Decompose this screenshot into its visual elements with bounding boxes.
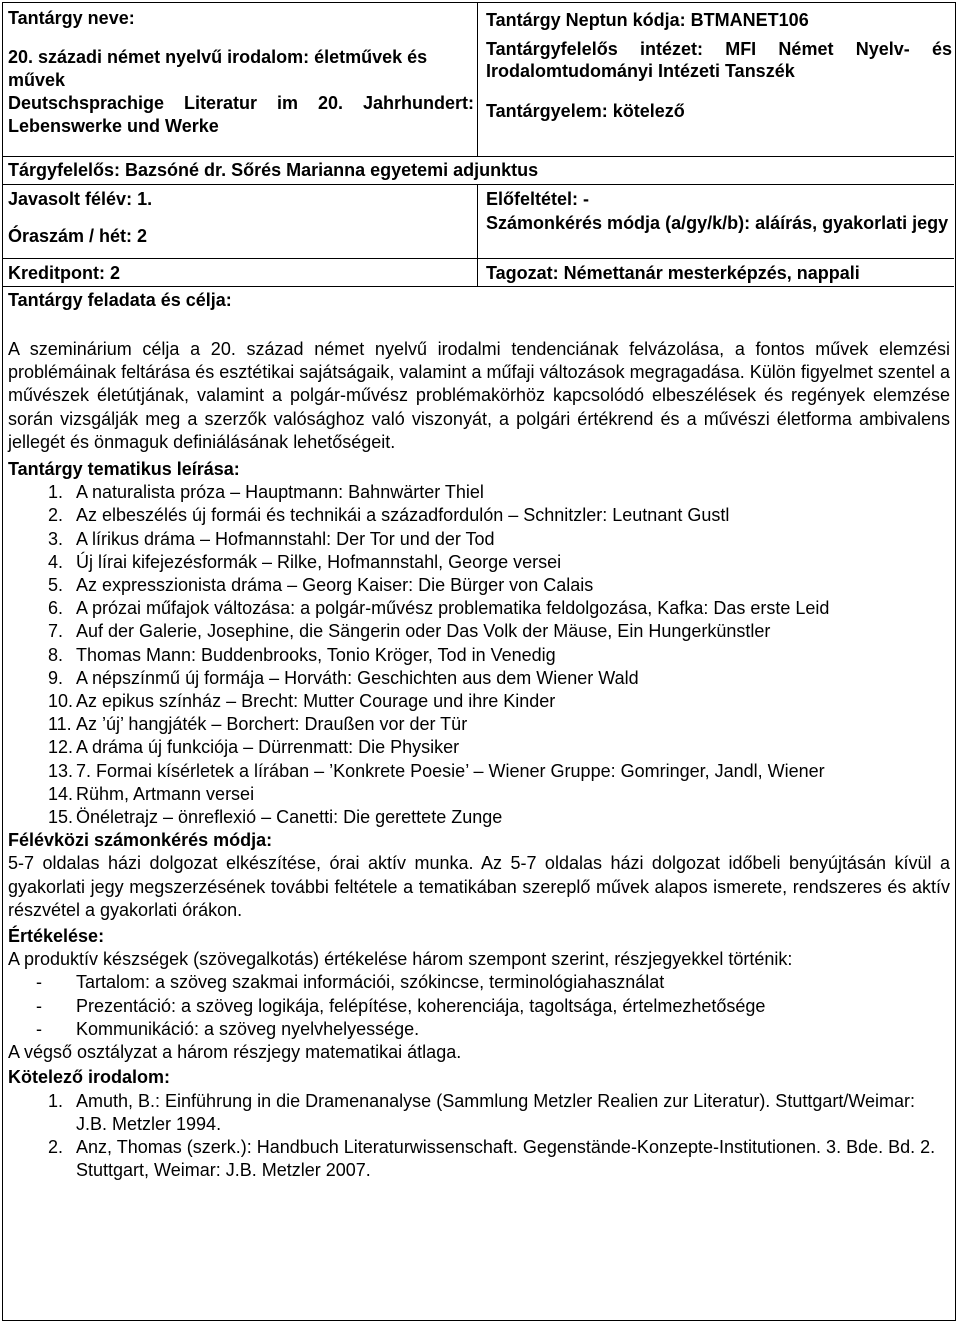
responsible-person: Tárgyfelelős: Bazsóné dr. Sőrés Marianna egyetemi adjunktus (8, 160, 539, 180)
course-element: Tantárgyelem: kötelező (486, 101, 685, 121)
literature-item (8, 1090, 950, 1136)
goal-label: Tantárgy feladata és célja: (8, 290, 232, 310)
criterion-item-text: Kommunikáció: a szöveg nyelvhelyessége. (76, 1018, 420, 1039)
topic-item-text: A népszínmű új formája – Horváth: Geschichten aus dem Wiener Wald (76, 667, 639, 688)
literature-item-marker: 1. (48, 1090, 64, 1111)
program-type: Tagozat: Némettanár mesterképzés, nappali (486, 263, 860, 283)
evaluation-final: A végső osztályzat a három részjegy matematikai átlaga. (8, 1042, 462, 1063)
literature-item-text: Anz, Thomas (szerk.): Handbuch Literaturwissenschaft. Gegenstände-Konzepte-Institutionen. 3. Bde. Bd. 2. Stuttgart, Weimar: J.B. Metzler 2007. (76, 1136, 936, 1181)
criterion-item-marker: - (36, 1018, 42, 1039)
topic-item-marker: 8. (48, 644, 64, 665)
topic-item-marker: 12. (48, 737, 74, 758)
topic-item-text: A naturalista próza – Hauptmann: Bahnwärter Thiel (76, 482, 484, 503)
topic-item-text: Új lírai kifejezésformák – Rilke, Hofmannstahl, George versei (76, 551, 562, 572)
literature-label: Kötelező irodalom: (8, 1067, 171, 1088)
topic-item (8, 504, 950, 527)
topic-item-text: 7. Formai kísérletek a lírában – ’Konkrete Poesie’ – Wiener Gruppe: Gomringer, Jandl, Wiener (76, 760, 825, 781)
topic-item (8, 760, 950, 783)
topic-item-marker: 11. (48, 714, 72, 735)
header-line-3 (3, 258, 954, 259)
header-line-1 (3, 156, 954, 157)
credit-points: Kreditpont: 2 (8, 263, 120, 283)
criterion-item-marker: - (36, 995, 42, 1016)
topic-item (8, 713, 950, 736)
responsible-institute: Tantárgyfelelős intézet: MFI Német Nyelv- és Irodalomtudományi Intézeti Tanszék (486, 39, 952, 81)
topic-item-marker: 14. (48, 783, 74, 804)
criterion-item (8, 971, 950, 994)
criterion-item (8, 1018, 950, 1041)
literature-item-marker: 2. (48, 1136, 64, 1157)
assessment-method: Számonkérés módja (a/gy/k/b): aláírás, gyakorlati jegy (486, 213, 949, 233)
topic-item-text: Rühm, Artmann versei (76, 783, 255, 804)
course-body (8, 338, 950, 1182)
topics-label: Tantárgy tematikus leírása: (8, 459, 240, 480)
topic-item (8, 574, 950, 597)
topic-item-text: Thomas Mann: Buddenbrooks, Tonio Kröger, Tod in Venedig (76, 644, 556, 665)
recommended-semester: Javasolt félév: 1. (8, 189, 153, 209)
header-divider-vertical (477, 3, 478, 157)
topic-item-text: Auf der Galerie, Josephine, die Sängerin oder Das Volk der Mäuse, Ein Hungerkünstler (76, 621, 771, 642)
evaluation-intro: A produktív készségek (szövegalkotás) értékelése három szempont szerint, részjegyekkel történik: (8, 949, 793, 970)
goal-text: A szeminárium célja a 20. század német nyelvű irodalmi tendenciának felvázolása, a fontos művek elemzési problémáinak feltárása és esztétikai sajátságaik, valamint a műfaji változások megragadása. Külön figyelmet szentel a művészek életútjának, valamint a polgár-művész problémakörhöz kapcsolódó elbeszélések és regények elemzése során vizsgálják meg a szerzők valósághoz való viszonyát, a polgári értékrend és a művészi életforma ambivalens jellegét és önmaguk definiálásának lehetőségeit. (8, 339, 950, 452)
topic-item (8, 667, 950, 690)
course-name-hu: 20. századi német nyelvű irodalom: életművek és művek (8, 47, 428, 90)
topic-item-text: Az epikus színház – Brecht: Mutter Courage und ihre Kinder (76, 691, 556, 712)
criterion-item-text: Tartalom: a szöveg szakmai információi, szókincse, terminológiahasználat (76, 972, 665, 993)
course-name-block (8, 7, 474, 138)
header-line-2 (3, 184, 954, 185)
topic-item-marker: 1. (48, 482, 64, 503)
topic-item (8, 481, 950, 504)
course-name-de: Deutschsprachige Literatur im 20. Jahrhundert: Lebenswerke und Werke (8, 93, 474, 136)
topic-item (8, 806, 950, 829)
topic-item (8, 528, 950, 551)
topic-item (8, 644, 950, 667)
topic-item-marker: 4. (48, 551, 64, 572)
criterion-item-text: Prezentáció: a szöveg logikája, felépítése, koherenciája, tagoltsága, értelmezhetősége (76, 995, 766, 1016)
prerequisite: Előfeltétel: - (486, 189, 590, 209)
topic-item-marker: 13. (48, 760, 74, 781)
neptun-code: Tantárgy Neptun kódja: BTMANET106 (486, 10, 809, 30)
topic-item (8, 551, 950, 574)
midterm-label: Félévközi számonkérés módja: (8, 830, 273, 851)
topic-item-marker: 10. (48, 691, 74, 712)
header-divider-vertical-2 (477, 184, 478, 287)
topic-item-text: Az ’új’ hangjáték – Borchert: Draußen vor der Tür (76, 714, 468, 735)
midterm-text: 5-7 oldalas házi dolgozat elkészítése, órai aktív munka. Az 5-7 oldalas házi dolgozat időbeli benyújtásán kívül a gyakorlati jegy megszerzésének további feltétele a tematikában szereplő művek alapos ismerete, rendszeres és aktív részvétel a gyakorlati órákon. (8, 853, 950, 920)
literature-item-text: Amuth, B.: Einführung in die Dramenanalyse (Sammlung Metzler Realien zur Literatur). Stuttgart/Weimar: J.B. Metzler 1994. (76, 1090, 916, 1134)
course-meta-block (486, 9, 952, 123)
criterion-item-marker: - (36, 972, 42, 993)
literature-item (8, 1136, 950, 1182)
topic-item-text: A lírikus dráma – Hofmannstahl: Der Tor und der Tod (76, 528, 495, 549)
topic-item-marker: 3. (48, 528, 64, 549)
course-name-label: Tantárgy neve: (8, 8, 135, 28)
topic-item-marker: 5. (48, 575, 64, 596)
topic-item-marker: 15. (48, 807, 74, 828)
topic-item-marker: 9. (48, 667, 64, 688)
topic-item-marker: 7. (48, 621, 64, 642)
criterion-item (8, 995, 950, 1018)
topic-item (8, 783, 950, 806)
evaluation-label: Értékelése: (8, 926, 105, 947)
topic-item (8, 597, 950, 620)
topic-item-text: A prózai műfajok változása: a polgár-művész problematika feldolgozása, Kafka: Das erste Leid (76, 598, 830, 619)
topic-item-text: Az elbeszélés új formái és technikái a századfordulón – Schnitzler: Leutnant Gustl (76, 505, 730, 526)
topic-item (8, 620, 950, 643)
topic-item-text: Önéletrajz – önreflexió – Canetti: Die gerettete Zunge (76, 807, 503, 828)
topic-item (8, 690, 950, 713)
header-line-4 (3, 286, 954, 287)
topic-item-text: Az expresszionista dráma – Georg Kaiser: Die Bürger von Calais (76, 575, 594, 596)
evaluation-criteria (8, 971, 950, 1041)
course-sheet (2, 2, 956, 1321)
literature-list (8, 1090, 950, 1183)
topics-list (8, 481, 950, 829)
topic-item (8, 736, 950, 759)
topic-item-marker: 2. (48, 505, 64, 526)
weekly-hours: Óraszám / hét: 2 (8, 226, 148, 246)
topic-item-marker: 6. (48, 598, 64, 619)
topic-item-text: A dráma új funkciója – Dürrenmatt: Die Physiker (76, 737, 460, 758)
